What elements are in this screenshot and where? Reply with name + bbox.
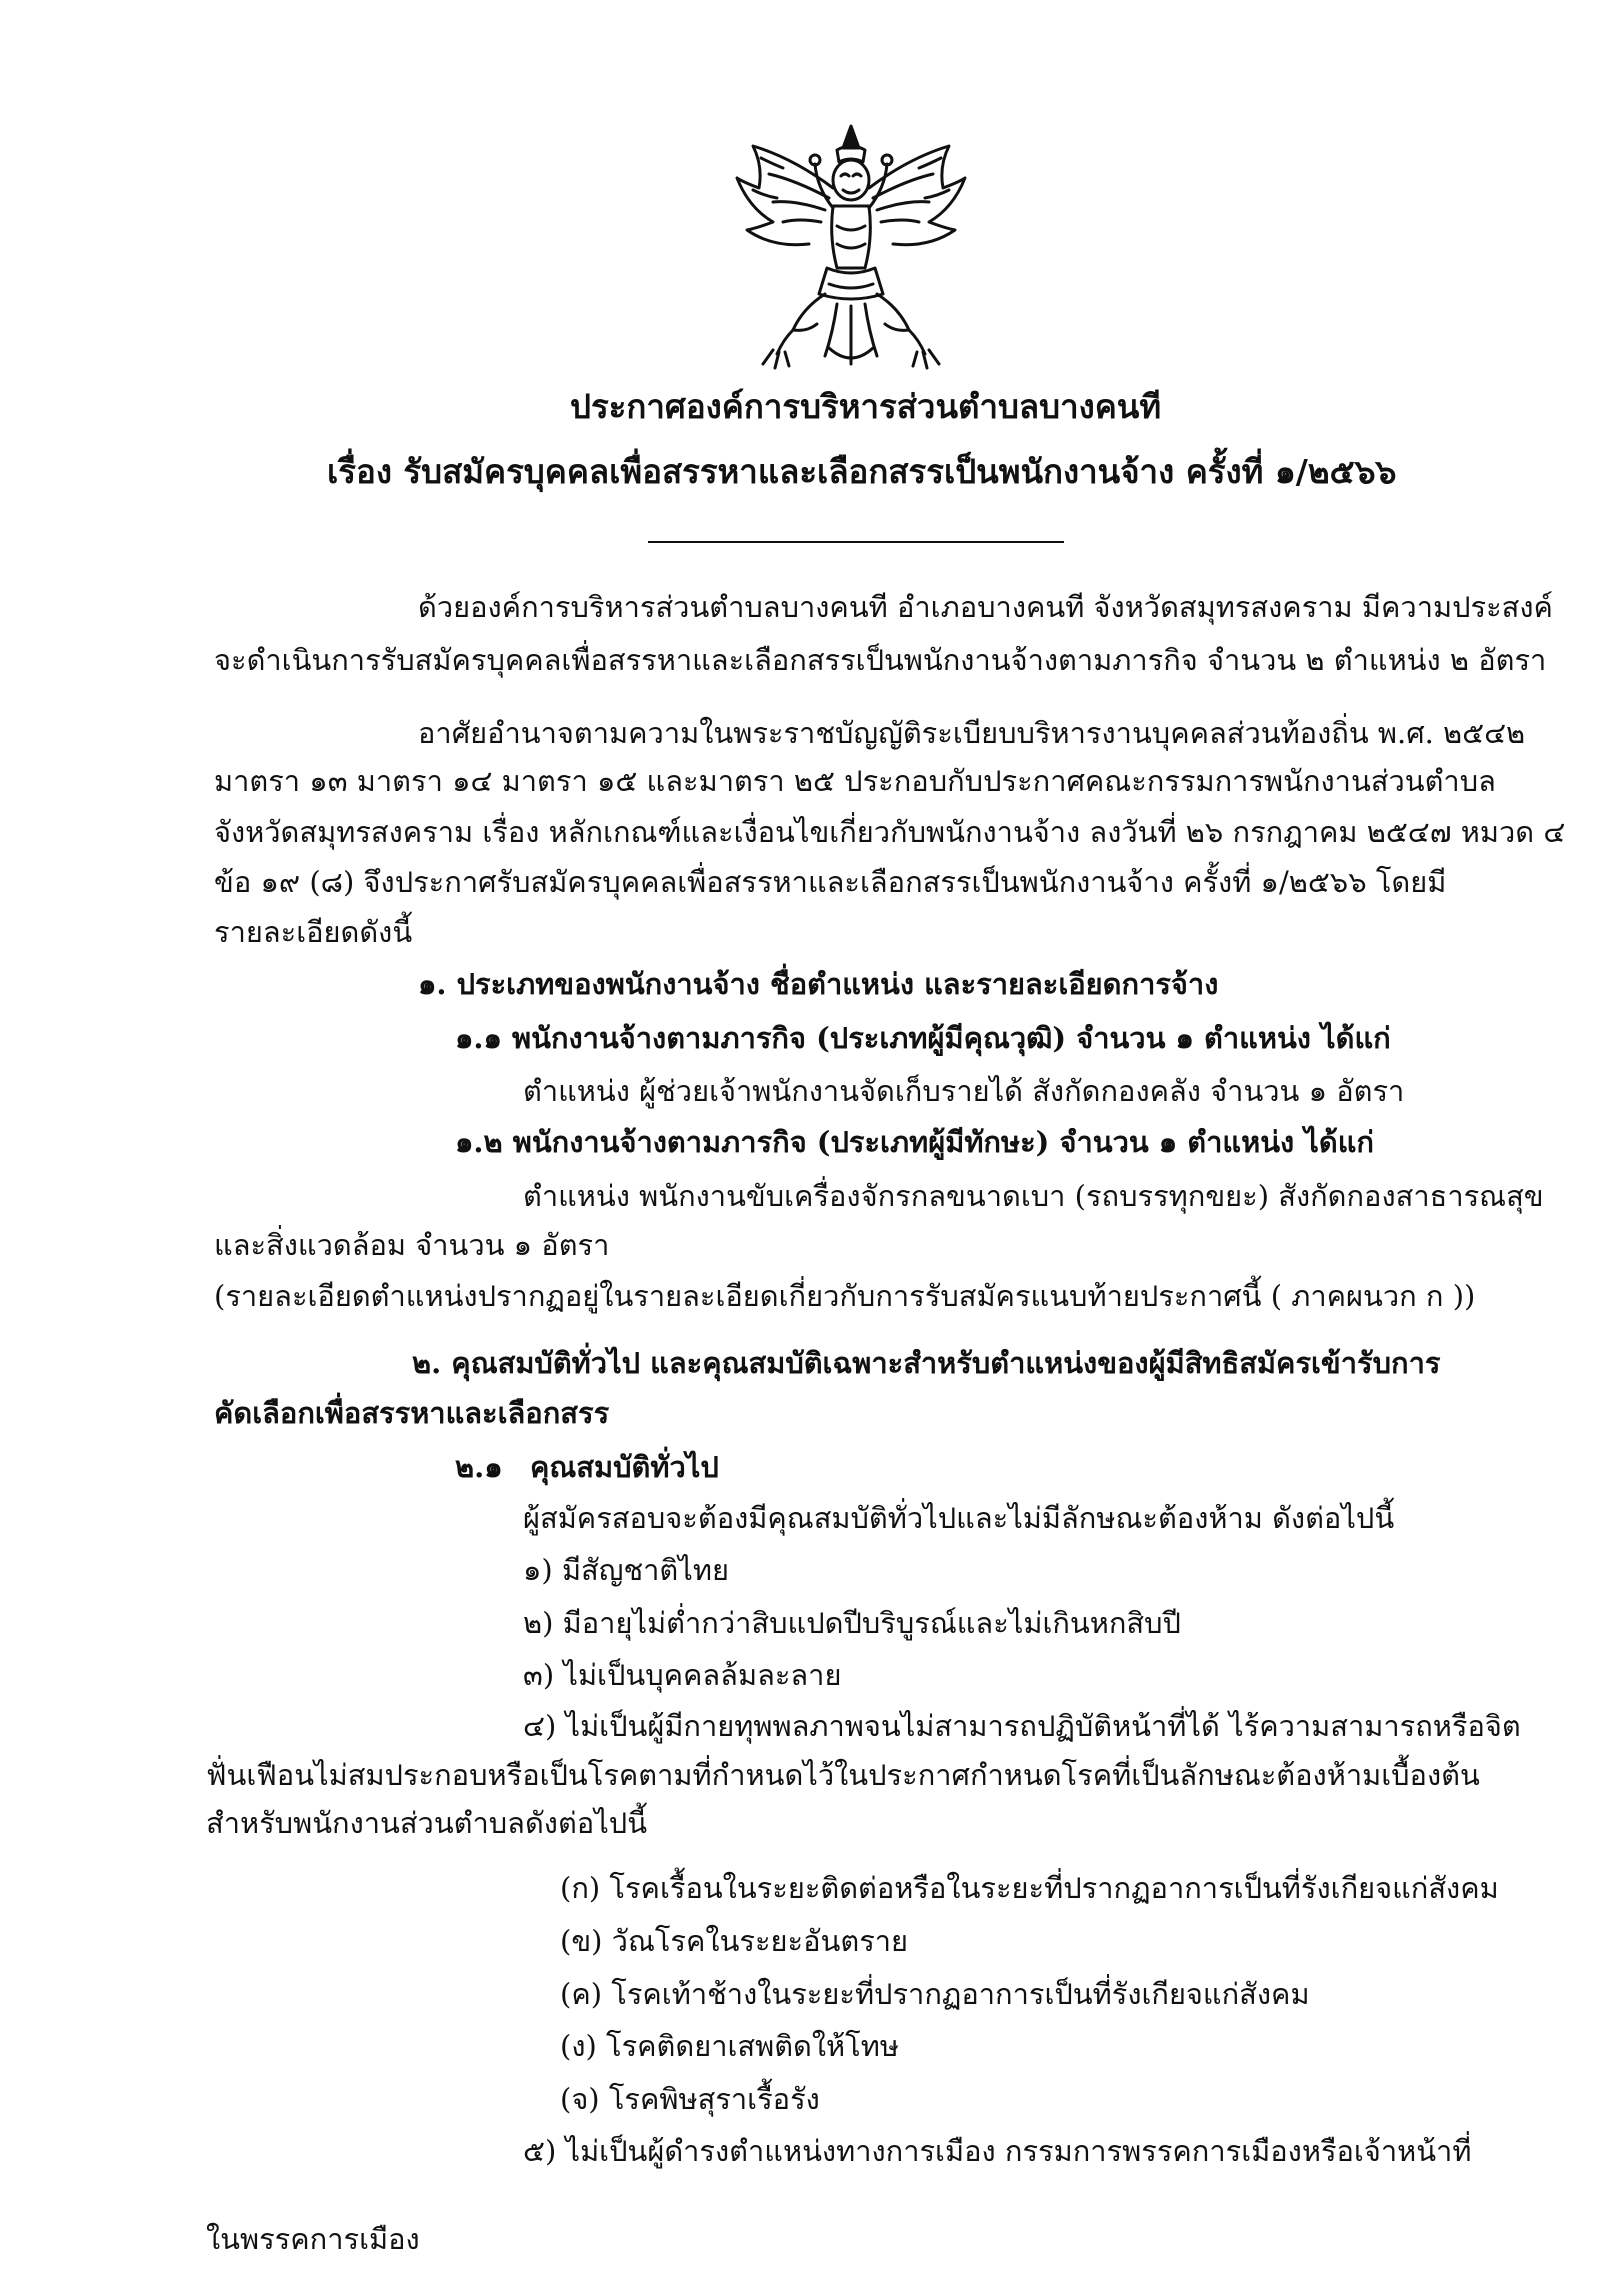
qualification-item: ๕) ไม่เป็นผู้ดำรงตำแหน่งทางการเมือง กรรมการพรรคการเมืองหรือเจ้าหน้าที่: [523, 2134, 1472, 2168]
qualification-item: ๒) มีอายุไม่ต่ำกว่าสิบแปดปีบริบูรณ์และไม่เกินหกสิบปี: [523, 1606, 1181, 1640]
section-1-1-heading: ๑.๑ พนักงานจ้างตามภารกิจ (ประเภทผู้มีคุณวุฒิ) จำนวน ๑ ตำแหน่ง ได้แก่: [455, 1021, 1391, 1055]
intro-paragraph-line: ด้วยองค์การบริหารส่วนตำบลบางคนที อำเภอบางคนที จังหวัดสมุทรสงคราม มีความประสงค์: [418, 590, 1553, 624]
section-2-1-title: คุณสมบัติทั่วไป: [530, 1450, 719, 1484]
qualification-item: ในพรรคการเมือง: [206, 2222, 420, 2256]
intro-paragraph-line: จะดำเนินการรับสมัครบุคคลเพื่อสรรหาและเลือกสรรเป็นพนักงานจ้างตามภารกิจ จำนวน ๒ ตำแหน่ง ๒ อัตรา: [214, 643, 1547, 677]
qualification-item: ๓) ไม่เป็นบุคคลล้มละลาย: [523, 1658, 842, 1692]
disease-item: (ก) โรคเรื้อนในระยะติดต่อหรือในระยะที่ปรากฏอาการเป็นที่รังเกียจแก่สังคม: [560, 1871, 1499, 1905]
disease-item: (จ) โรคพิษสุราเรื้อรัง: [560, 2082, 820, 2116]
authority-paragraph-line: รายละเอียดดังนี้: [214, 915, 413, 949]
announcement-subject: เรื่อง รับสมัครบุคคลเพื่อสรรหาและเลือกสรรเป็นพนักงานจ้าง ครั้งที่ ๑/๒๕๖๖: [327, 452, 1397, 491]
section-1-1-detail: ตำแหน่ง ผู้ช่วยเจ้าพนักงานจัดเก็บรายได้ สังกัดกองคลัง จำนวน ๑ อัตรา: [523, 1074, 1405, 1108]
title-divider: [648, 541, 1064, 543]
qualification-item: สำหรับพนักงานส่วนตำบลดังต่อไปนี้: [206, 1806, 648, 1840]
authority-paragraph-line: ข้อ ๑๙ (๘) จึงประกาศรับสมัครบุคคลเพื่อสรรหาและเลือกสรรเป็นพนักงานจ้าง ครั้งที่ ๑/๒๕๖๖ โดยมี: [214, 865, 1447, 899]
disease-item: (ง) โรคติดยาเสพติดให้โทษ: [560, 2029, 899, 2063]
section-1-2-detail: ตำแหน่ง พนักงานขับเครื่องจักรกลขนาดเบา (รถบรรทุกขยะ) สังกัดกองสาธารณสุข: [523, 1179, 1544, 1213]
section-2-heading: ๒. คุณสมบัติทั่วไป และคุณสมบัติเฉพาะสำหรับตำแหน่งของผู้มีสิทธิสมัครเข้ารับการ: [412, 1346, 1441, 1380]
authority-paragraph-line: มาตรา ๑๓ มาตรา ๑๔ มาตรา ๑๕ และมาตรา ๒๕ ประกอบกับประกาศคณะกรรมการพนักงานส่วนตำบล: [214, 764, 1496, 798]
section-2-heading: คัดเลือกเพื่อสรรหาและเลือกสรร: [214, 1396, 610, 1430]
disease-item: (ข) วัณโรคในระยะอันตราย: [560, 1924, 909, 1958]
section-1-2-heading: ๑.๒ พนักงานจ้างตามภารกิจ (ประเภทผู้มีทักษะ) จำนวน ๑ ตำแหน่ง ได้แก่: [455, 1125, 1374, 1159]
section-1-2-detail: และสิ่งแวดล้อม จำนวน ๑ อัตรา: [214, 1228, 610, 1262]
qualification-item: ฟั่นเฟือนไม่สมประกอบหรือเป็นโรคตามที่กำหนดไว้ในประกาศกำหนดโรคที่เป็นลักษณะต้องห้ามเบื้องต้น: [206, 1758, 1480, 1792]
garuda-emblem-icon: [733, 118, 969, 376]
qualification-item: ๑) มีสัญชาติไทย: [523, 1553, 729, 1587]
authority-paragraph-line: จังหวัดสมุทรสงคราม เรื่อง หลักเกณฑ์และเงื่อนไขเกี่ยวกับพนักงานจ้าง ลงวันที่ ๒๖ กรกฎาคม ๒๕๔๗ หมวด ๔: [214, 815, 1566, 849]
annex-note: (รายละเอียดตำแหน่งปรากฏอยู่ในรายละเอียดเกี่ยวกับการรับสมัครแนบท้ายประกาศนี้ ( ภาคผนวก ก )): [214, 1279, 1476, 1313]
section-1-heading: ๑. ประเภทของพนักงานจ้าง ชื่อตำแหน่ง และรายละเอียดการจ้าง: [418, 967, 1219, 1001]
disease-item: (ค) โรคเท้าช้างในระยะที่ปรากฏอาการเป็นที่รังเกียจแก่สังคม: [560, 1977, 1310, 2011]
section-2-1-intro: ผู้สมัครสอบจะต้องมีคุณสมบัติทั่วไปและไม่มีลักษณะต้องห้าม ดังต่อไปนี้: [523, 1501, 1395, 1535]
qualification-item: ๔) ไม่เป็นผู้มีกายทุพพลภาพจนไม่สามารถปฏิบัติหน้าที่ได้ ไร้ความสามารถหรือจิต: [523, 1709, 1521, 1743]
announcement-title: ประกาศองค์การบริหารส่วนตำบลบางคนที: [570, 387, 1162, 426]
authority-paragraph-line: อาศัยอำนาจตามความในพระราชบัญญัติระเบียบบริหารงานบุคคลส่วนท้องถิ่น พ.ศ. ๒๕๔๒: [418, 716, 1526, 750]
section-2-1-number: ๒.๑: [455, 1450, 503, 1484]
